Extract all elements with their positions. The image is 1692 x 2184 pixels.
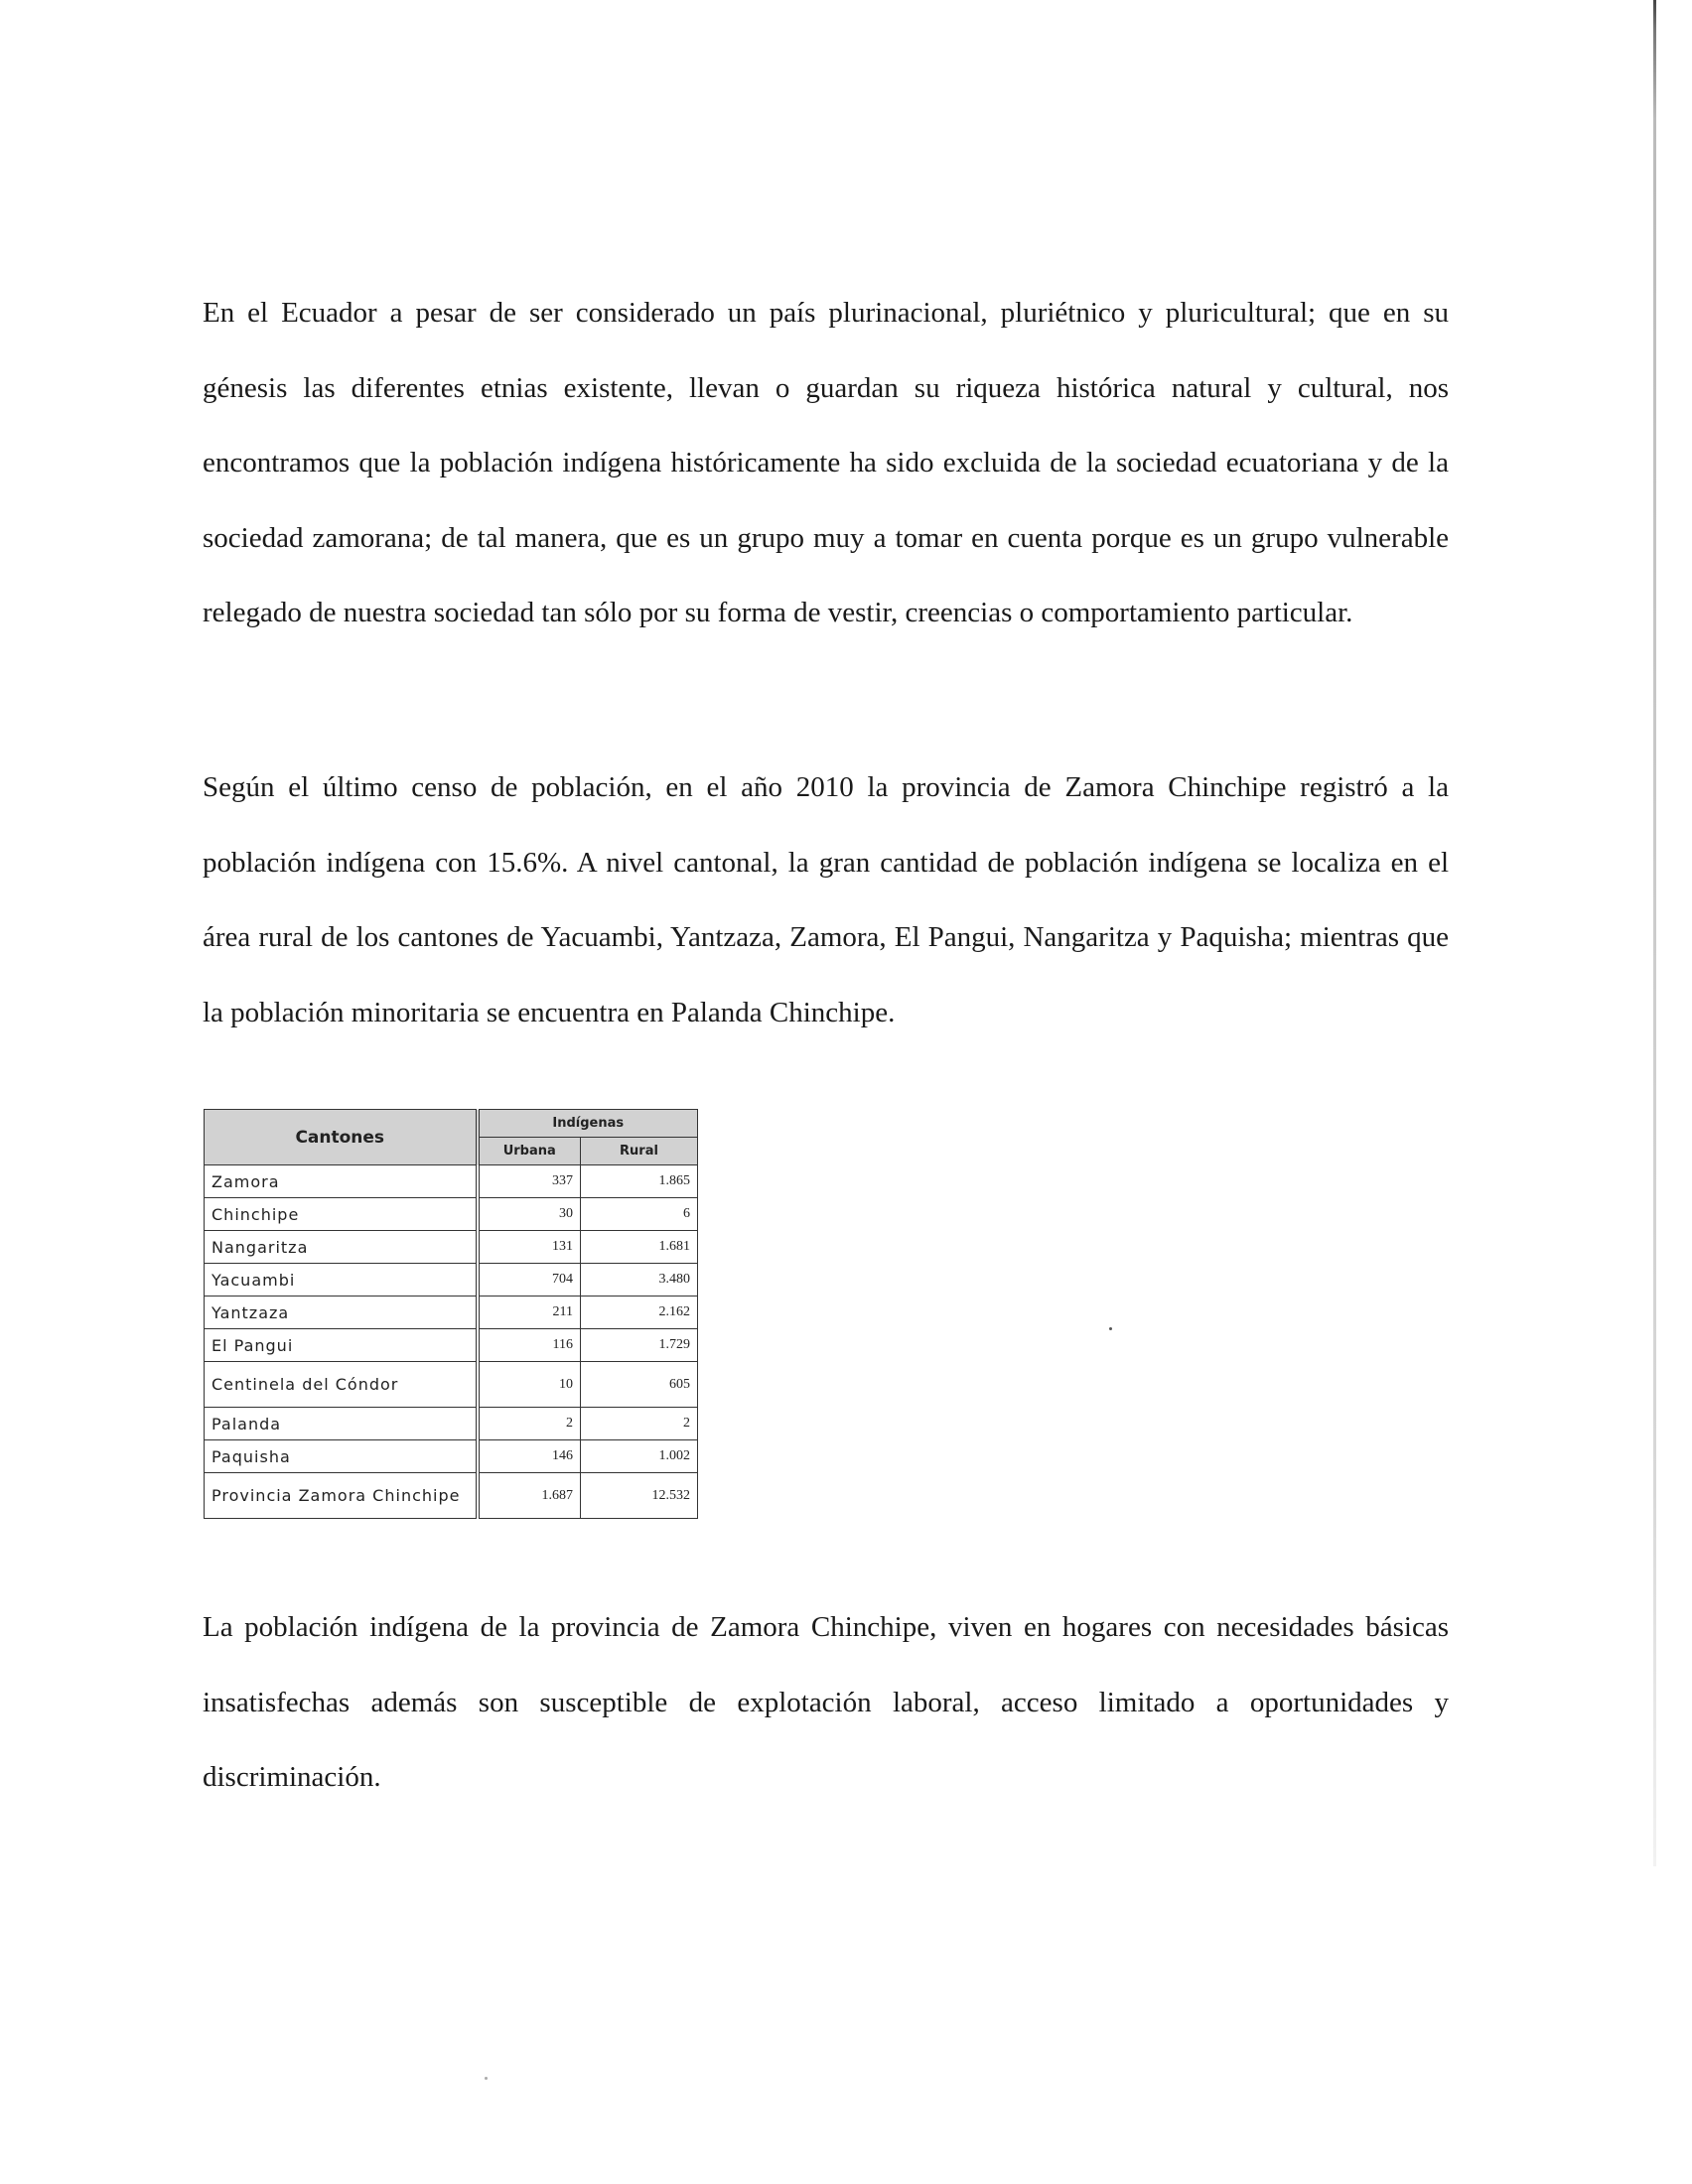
urbana-value: 10 [478,1362,581,1408]
canton-name: Provincia Zamora Chinchipe [205,1473,478,1519]
urbana-value: 211 [478,1297,581,1329]
header-cantones: Cantones [205,1110,478,1165]
urbana-value: 1.687 [478,1473,581,1519]
canton-name: Nangaritza [205,1231,478,1264]
paragraph-conclusion: La población indígena de la provincia de Zamora Chinchipe, viven en hogares con necesidades básicas insatisfechas además son susceptible de explotación laboral, acceso limitado a oportunidades y discriminación. [203,1611,1449,1793]
canton-name: Paquisha [205,1440,478,1473]
table-row [205,1473,698,1519]
urbana-value: 146 [478,1440,581,1473]
rural-value: 1.002 [581,1440,698,1473]
table-row [205,1198,698,1231]
urbana-value: 2 [478,1408,581,1440]
urbana-value: 116 [478,1329,581,1362]
canton-name: Centinela del Cóndor [205,1362,478,1408]
canton-name: Zamora [205,1165,478,1198]
table-row [205,1165,698,1198]
rural-value: 1.865 [581,1165,698,1198]
header-urbana: Urbana [478,1138,581,1165]
rural-value: 2 [581,1408,698,1440]
rural-value: 3.480 [581,1264,698,1297]
table-row [205,1264,698,1297]
paragraph-intro: En el Ecuador a pesar de ser considerado un país plurinacional, pluriétnico y pluricultural; que en su génesis las diferentes etnias existente, llevan o guardan su riqueza histórica natural y cultural, nos encontramos que la población indígena históricamente ha sido excluida de la sociedad ecuatoriana y de la sociedad zamorana; de tal manera, que es un grupo muy a tomar en cuenta porque es un grupo vulnerable relegado de nuestra sociedad tan sólo por su forma de vestir, creencias o comportamiento particular. [203,297,1449,628]
paragraph-census: Según el último censo de población, en el año 2010 la provincia de Zamora Chinchipe registró a la población indígena con 15.6%. A nivel cantonal, la gran cantidad de población indígena se localiza en el área rural de los cantones de Yacuambi, Yantzaza, Zamora, El Pangui, Nangaritza y Paquisha; mientras que la población minoritaria se encuentra en Palanda Chinchipe. [203,771,1449,1028]
urbana-value: 131 [478,1231,581,1264]
scan-speck [485,2077,488,2080]
canton-name: Yacuambi [205,1264,478,1297]
urbana-value: 337 [478,1165,581,1198]
table-row [205,1408,698,1440]
rural-value: 2.162 [581,1297,698,1329]
table-row [205,1362,698,1408]
rural-value: 1.681 [581,1231,698,1264]
indigenous-population-table [204,1109,697,1519]
header-indigenas: Indígenas [478,1110,698,1138]
scanned-page-edge [1653,0,1656,1866]
rural-value: 6 [581,1198,698,1231]
rural-value: 1.729 [581,1329,698,1362]
table-row [205,1329,698,1362]
rural-value: 12.532 [581,1473,698,1519]
canton-name: Yantzaza [205,1297,478,1329]
canton-name: El Pangui [205,1329,478,1362]
scan-speck [1109,1327,1112,1330]
canton-name: Chinchipe [205,1198,478,1231]
table-row [205,1231,698,1264]
urbana-value: 704 [478,1264,581,1297]
rural-value: 605 [581,1362,698,1408]
table-row [205,1440,698,1473]
header-rural: Rural [581,1138,698,1165]
canton-name: Palanda [205,1408,478,1440]
urbana-value: 30 [478,1198,581,1231]
table-row [205,1297,698,1329]
